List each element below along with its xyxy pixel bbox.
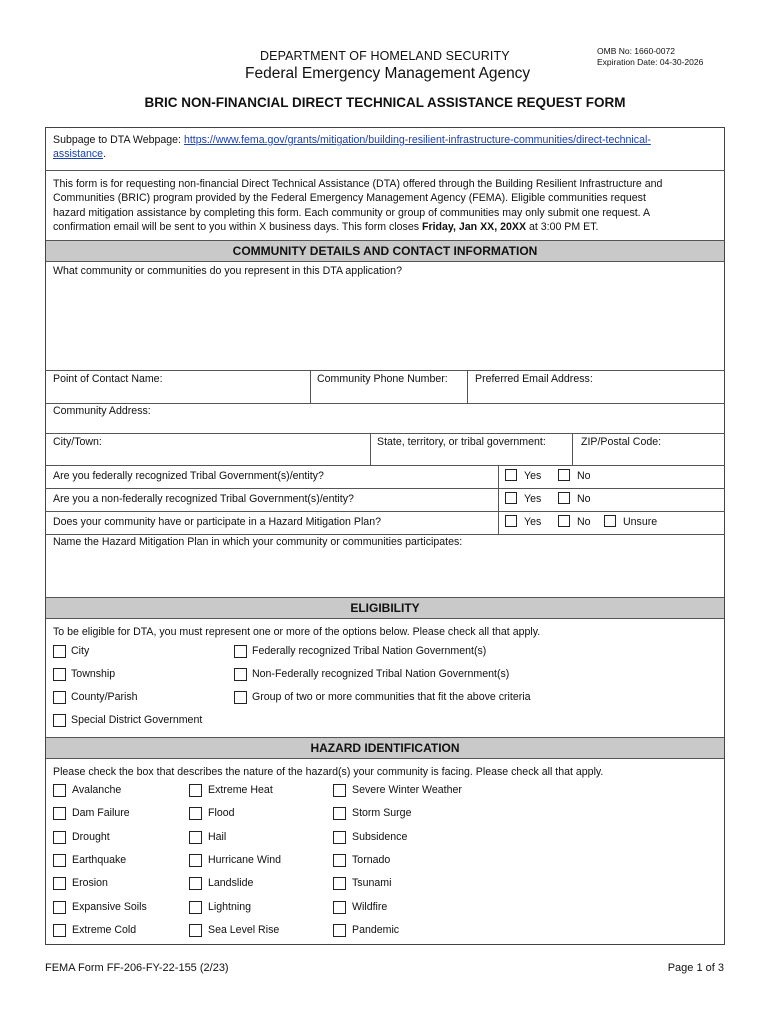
hazard-sea-level-rise-checkbox[interactable] — [189, 924, 202, 937]
hazard-label: Storm Surge — [352, 807, 412, 819]
nonfederal-tribal-question: Are you a non-federally recognized Tribal Government(s)/entity? — [53, 493, 354, 505]
eligibility-county-checkbox[interactable] — [53, 691, 66, 704]
hazard-pandemic-checkbox[interactable] — [333, 924, 346, 937]
hazard-label: Tsunami — [352, 877, 392, 889]
no-label: No — [577, 470, 591, 482]
yes-label: Yes — [524, 493, 542, 505]
hazard-expansive-soils-checkbox[interactable] — [53, 901, 66, 914]
form-number: FEMA Form FF-206-FY-22-155 (2/23) — [45, 962, 229, 974]
eligibility-option: Township — [71, 668, 116, 680]
eligibility-special-district-checkbox[interactable] — [53, 714, 66, 727]
divider — [45, 170, 725, 171]
hazard-label: Erosion — [72, 877, 108, 889]
omb-info — [597, 46, 703, 68]
hazard-label: Hail — [208, 831, 227, 843]
agency-name: Federal Emergency Management Agency — [245, 65, 531, 82]
hazard-tsunami-checkbox[interactable] — [333, 877, 346, 890]
communities-answer-field[interactable] — [46, 279, 724, 369]
federal-tribal-no-checkbox[interactable] — [558, 469, 570, 481]
eligibility-group-checkbox[interactable] — [234, 691, 247, 704]
poc-name-label: Point of Contact Name: — [53, 373, 163, 385]
state-label: State, territory, or tribal government: — [377, 436, 546, 448]
subpage-label: Subpage to DTA Webpage: — [53, 134, 184, 146]
hmp-unsure-checkbox[interactable] — [604, 515, 616, 527]
hazard-label: Wildfire — [352, 901, 388, 913]
eligibility-instruction: To be eligible for DTA, you must represent one or more of the options below. Please check all that apply. — [53, 626, 541, 638]
form-title: BRIC NON-FINANCIAL DIRECT TECHNICAL ASSISTANCE REQUEST FORM — [144, 95, 626, 110]
hazard-flood-checkbox[interactable] — [189, 807, 202, 820]
subpage-line: Subpage to DTA Webpage: https://www.fema.gov/grants/mitigation/building-resilient-infrastructure-communities/direct-technical- assistance. — [53, 134, 651, 160]
dta-webpage-link-cont[interactable]: assistance — [53, 148, 104, 160]
hazard-label: Drought — [72, 831, 110, 843]
hazard-tornado-checkbox[interactable] — [333, 854, 346, 867]
hmp-name-label: Name the Hazard Mitigation Plan in which your community or communities participates: — [53, 536, 463, 548]
hazard-lightning-checkbox[interactable] — [189, 901, 202, 914]
hazard-label: Lightning — [208, 901, 252, 913]
hmp-question: Does your community have or participate in a Hazard Mitigation Plan? — [53, 516, 381, 528]
nonfederal-tribal-no-checkbox[interactable] — [558, 492, 570, 504]
hmp-yes-checkbox[interactable] — [505, 515, 517, 527]
hazard-extreme-heat-checkbox[interactable] — [189, 784, 202, 797]
communities-question: What community or communities do you represent in this DTA application? — [53, 265, 402, 277]
hazard-label: Dam Failure — [72, 807, 130, 819]
hazard-earthquake-checkbox[interactable] — [53, 854, 66, 867]
eligibility-city-checkbox[interactable] — [53, 645, 66, 658]
eligibility-option: Non-Federally recognized Tribal Nation Government(s) — [252, 668, 510, 680]
eligibility-option: Special District Government — [71, 714, 203, 726]
hazard-severe-winter-checkbox[interactable] — [333, 784, 346, 797]
hazard-wildfire-checkbox[interactable] — [333, 901, 346, 914]
yes-label: Yes — [524, 516, 542, 528]
hazard-label: Pandemic — [352, 924, 400, 936]
no-label: No — [577, 493, 591, 505]
omb-number: OMB No: 1660-0072 — [597, 46, 675, 56]
hazard-erosion-checkbox[interactable] — [53, 877, 66, 890]
hazard-label: Extreme Heat — [208, 784, 273, 796]
hazard-landslide-checkbox[interactable] — [189, 877, 202, 890]
department-name: DEPARTMENT OF HOMELAND SECURITY — [260, 49, 510, 63]
yes-label: Yes — [524, 470, 542, 482]
hazard-storm-surge-checkbox[interactable] — [333, 807, 346, 820]
eligibility-nonfederal-tribal-checkbox[interactable] — [234, 668, 247, 681]
hazard-instruction: Please check the box that describes the nature of the hazard(s) your community is facing. Please check all that apply. — [53, 766, 604, 778]
hazard-label: Hurricane Wind — [208, 854, 282, 866]
zip-label: ZIP/Postal Code: — [581, 436, 662, 448]
hazard-label: Expansive Soils — [72, 901, 147, 913]
federal-tribal-yes-checkbox[interactable] — [505, 469, 517, 481]
eligibility-section-heading: ELIGIBILITY — [46, 597, 724, 619]
eligibility-option: Federally recognized Tribal Nation Government(s) — [252, 645, 487, 657]
community-section-heading: COMMUNITY DETAILS AND CONTACT INFORMATION — [46, 240, 724, 262]
hazard-section-heading: HAZARD IDENTIFICATION — [46, 737, 724, 759]
nonfederal-tribal-yes-checkbox[interactable] — [505, 492, 517, 504]
eligibility-option: Group of two or more communities that fit the above criteria — [252, 691, 531, 703]
hazard-label: Earthquake — [72, 854, 127, 866]
hazard-subsidence-checkbox[interactable] — [333, 831, 346, 844]
closing-date: Friday, Jan XX, 20XX — [421, 220, 527, 233]
phone-label: Community Phone Number: — [317, 373, 448, 385]
hazard-label: Severe Winter Weather — [352, 784, 462, 796]
unsure-label: Unsure — [623, 516, 658, 528]
city-label: City/Town: — [53, 436, 102, 448]
hazard-drought-checkbox[interactable] — [53, 831, 66, 844]
address-label: Community Address: — [53, 405, 151, 417]
email-label: Preferred Email Address: — [475, 373, 593, 385]
hazard-label: Subsidence — [352, 831, 408, 843]
hazard-label: Avalanche — [72, 784, 122, 796]
hmp-no-checkbox[interactable] — [558, 515, 570, 527]
dta-webpage-link[interactable]: https://www.fema.gov/grants/mitigation/building-resilient-infrastructure-communities/direct-technical- — [183, 134, 651, 146]
eligibility-federal-tribal-checkbox[interactable] — [234, 645, 247, 658]
no-label: No — [577, 516, 591, 528]
hazard-label: Extreme Cold — [72, 924, 137, 936]
intro-paragraph: This form is for requesting non-financial Direct Technical Assistance (DTA) offered through the Building Resilient Infrastructure and Communities (BRIC) program provided by the Federal Emergency Management Agency (FEMA). Eligible communities request hazard mitigation assistance by completing this form. Each community or group of communities may only submit one request. A confirmation email will be sent to you within X business days. This form closes Friday, Jan XX, 20XX at 3:00 PM ET. — [53, 178, 663, 233]
hazard-hurricane-wind-checkbox[interactable] — [189, 854, 202, 867]
hazard-label: Tornado — [352, 854, 391, 866]
eligibility-township-checkbox[interactable] — [53, 668, 66, 681]
hmp-name-field[interactable] — [46, 550, 724, 596]
federal-tribal-question: Are you federally recognized Tribal Government(s)/entity? — [53, 470, 324, 482]
hazard-label: Sea Level Rise — [208, 924, 280, 936]
eligibility-option: County/Parish — [71, 691, 138, 703]
hazard-extreme-cold-checkbox[interactable] — [53, 924, 66, 937]
hazard-dam-failure-checkbox[interactable] — [53, 807, 66, 820]
page-number: Page 1 of 3 — [667, 962, 724, 974]
hazard-hail-checkbox[interactable] — [189, 831, 202, 844]
hazard-label: Flood — [208, 807, 235, 819]
hazard-label: Landslide — [208, 877, 254, 889]
expiration-date: Expiration Date: 04-30-2026 — [597, 57, 704, 67]
hazard-avalanche-checkbox[interactable] — [53, 784, 66, 797]
eligibility-option: City — [71, 645, 90, 657]
